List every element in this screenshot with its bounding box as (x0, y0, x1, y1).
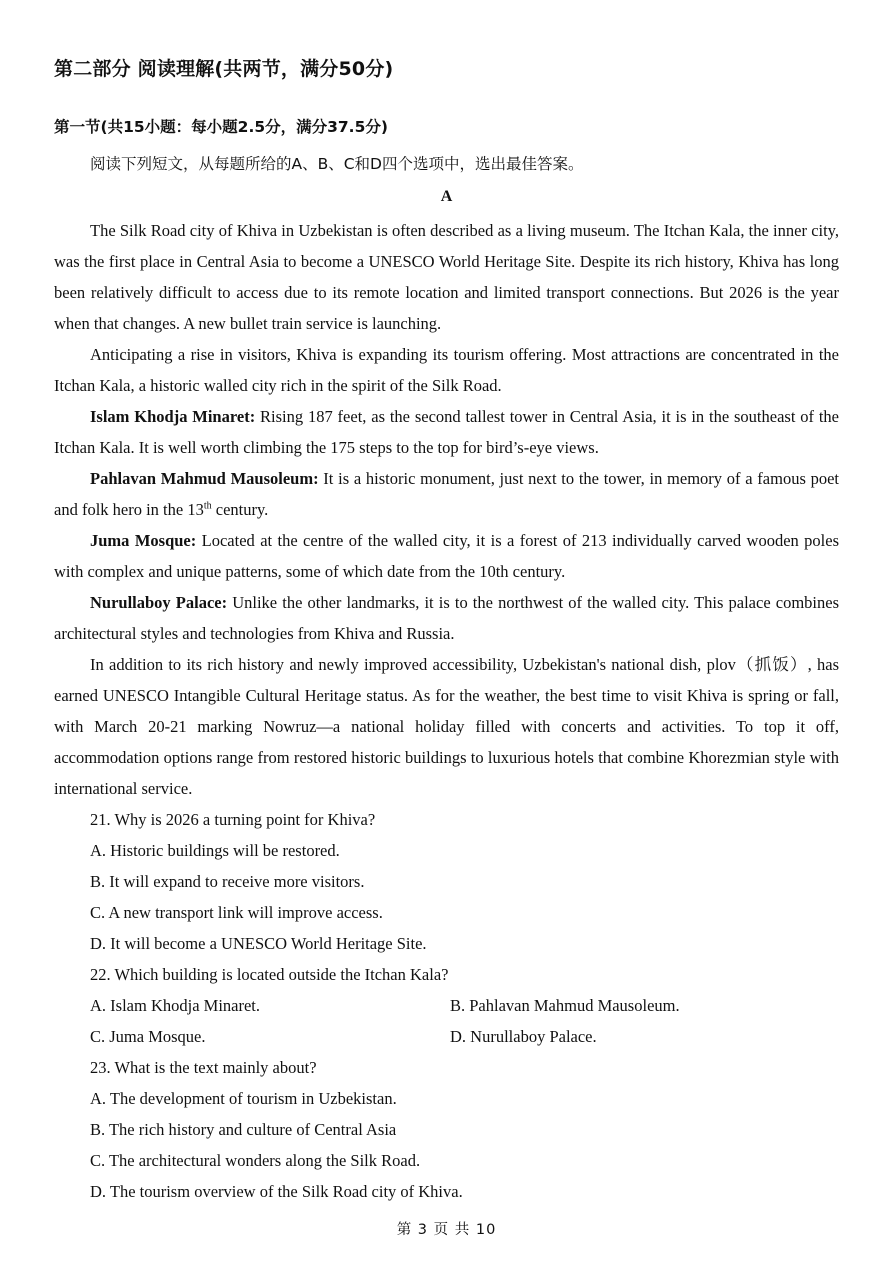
instructions: 阅读下列短文，从每题所给的A、B、C和D四个选项中，选出最佳答案。 (90, 155, 584, 173)
option-a: A. Historic buildings will be restored. (90, 841, 340, 860)
question-stem: 21. Why is 2026 a turning point for Khiva? (90, 810, 376, 829)
option-d: D. It will become a UNESCO World Heritage Site. (90, 934, 427, 953)
option-c: C. Juma Mosque. (90, 1027, 206, 1046)
option-a: A. Islam Khodja Minaret. (90, 996, 261, 1015)
question-21 (54, 804, 839, 959)
paragraph-6: Nurullaboy Palace: Unlike the other landmarks, it is to the northwest of the walled city. This palace combines architectural styles and technologies from Khiva and Russia. (54, 593, 839, 643)
question-22 (54, 959, 839, 1052)
option-row (90, 990, 839, 1021)
question-stem: 22. Which building is located outside the Itchan Kala? (90, 965, 449, 984)
passage-body (54, 215, 839, 1207)
landmark-name: Islam Khodja Minaret: (90, 407, 256, 426)
page-number-footer: 第 3 页 共 10 (396, 1222, 497, 1238)
paragraph-7: In addition to its rich history and newly improved accessibility, Uzbekistan's national dish, plov（抓饭）, has earned UNESCO Intangible Cultural Heritage status. As for the weather, the best time to visit Khiva is spring or fall, with March 20-21 marking Nowruz—a national holiday filled with concerts and activities. To top it off, accommodation options range from restored historic buildings to luxurious hotels that combine Khorezmian style with international service. (54, 655, 839, 798)
landmark-name: Nurullaboy Palace: (90, 593, 228, 612)
option-c: C. The architectural wonders along the Silk Road. (90, 1151, 421, 1170)
option-d: D. Nurullaboy Palace. (450, 1027, 597, 1046)
paragraph-2: Anticipating a rise in visitors, Khiva is expanding its tourism offering. Most attractions are concentrated in the Itchan Kala, a historic walled city rich in the spirit of the Silk Road. (54, 345, 839, 395)
paragraph-5: Juma Mosque: Located at the centre of the walled city, it is a forest of 213 individually carved wooden poles with complex and unique patterns, some of which date from the 10th century. (54, 531, 840, 581)
passage-label: A (440, 188, 453, 205)
paragraph-1: The Silk Road city of Khiva in Uzbekistan is often described as a living museum. The Itchan Kala, the inner city, was the first place in Central Asia to become a UNESCO World Heritage Site. Despite its rich history, Khiva has long been relatively difficult to access due to its remote location and limited transport connections. But 2026 is the year when that changes. A new bullet train service is launching. (54, 221, 839, 333)
landmark-name: Pahlavan Mahmud Mausoleum: (90, 469, 319, 488)
option-c: C. A new transport link will improve access. (90, 903, 383, 922)
sub-section-title: 第一节(共15小题：每小题2.5分，满分37.5分) (54, 118, 388, 136)
option-b: B. The rich history and culture of Central Asia (90, 1120, 397, 1139)
question-stem: 23. What is the text mainly about? (90, 1058, 317, 1077)
paragraph-3: Islam Khodja Minaret: Rising 187 feet, as the second tallest tower in Central Asia, it is in the southeast of the Itchan Kala. It is well worth climbing the 175 steps to the top for bird’s-eye views. (54, 407, 839, 457)
option-b: B. Pahlavan Mahmud Mausoleum. (450, 996, 680, 1015)
option-row (90, 1021, 839, 1052)
option-b: B. It will expand to receive more visitors. (90, 872, 365, 891)
option-a: A. The development of tourism in Uzbekistan. (90, 1089, 397, 1108)
paragraph-4: Pahlavan Mahmud Mausoleum: It is a historic monument, just next to the tower, in memory of a famous poet and folk hero in the 13th century. (54, 469, 840, 519)
question-23 (54, 1052, 839, 1207)
section-title: 第二部分 阅读理解(共两节，满分50分) (54, 58, 394, 80)
option-d: D. The tourism overview of the Silk Road city of Khiva. (90, 1182, 463, 1201)
landmark-name: Juma Mosque: (90, 531, 197, 550)
